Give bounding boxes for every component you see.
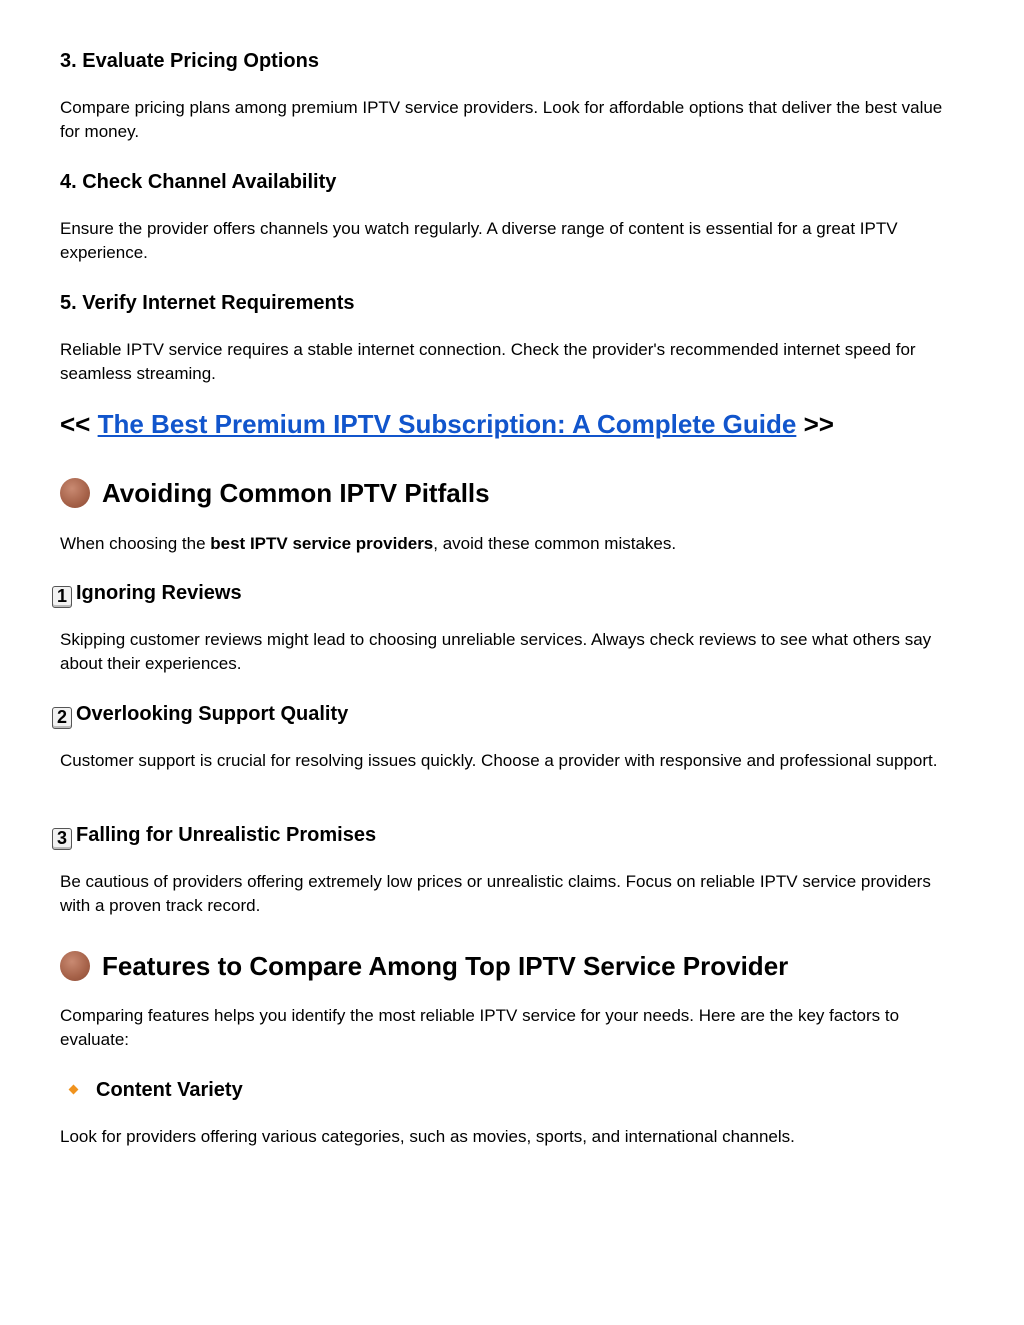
link-suffix: >> — [803, 409, 834, 439]
heading-pitfalls-text: Avoiding Common IPTV Pitfalls — [102, 478, 490, 508]
paragraph-pitfall-2: Customer support is crucial for resolving issues quickly. Choose a provider with responsive and professional support. — [60, 751, 938, 770]
feature-title: Content Variety — [96, 1079, 243, 1101]
link-prefix: << — [60, 409, 91, 439]
intro-text-before: When choosing the — [60, 534, 211, 553]
guide-link-line — [60, 408, 834, 440]
paragraph-pitfall-3: Be cautious of providers offering extremely low prices or unrealistic claims. Focus on reliable IPTV service providers with a proven track record. — [60, 872, 931, 915]
pitfall-title: Falling for Unrealistic Promises — [76, 824, 377, 846]
intro-text-after: , avoid these common mistakes. — [433, 534, 677, 553]
heading-pitfall-3 — [56, 823, 377, 850]
heading-pitfall-1 — [56, 581, 242, 608]
paragraph-features-intro: Comparing features helps you identify the most reliable IPTV service for your needs. Here are the key factors to evaluate: — [60, 1006, 900, 1049]
paragraph-feature-content-variety: Look for providers offering various categories, such as movies, sports, and international channels. — [60, 1127, 795, 1146]
heading-feature-content-variety — [60, 1078, 243, 1102]
pitfall-title: Overlooking Support Quality — [76, 703, 349, 725]
heading-verify-internet: 5. Verify Internet Requirements — [60, 292, 355, 314]
heading-evaluate-pricing: 3. Evaluate Pricing Options — [60, 50, 319, 72]
keycap-number-icon: 1 — [52, 586, 72, 608]
paragraph-check-channels: Ensure the provider offers channels you watch regularly. A diverse range of content is essential for a great IPTV experience. — [60, 219, 898, 262]
heading-pitfall-2 — [56, 702, 349, 729]
paragraph-pitfalls-intro — [60, 532, 964, 556]
keycap-number-icon: 3 — [52, 828, 72, 850]
brown-circle-icon — [60, 478, 90, 508]
paragraph-pitfall-1: Skipping customer reviews might lead to choosing unreliable services. Always check reviews to see what others say about their experiences. — [60, 630, 932, 673]
heading-pitfalls — [60, 477, 490, 509]
orange-diamond-icon — [69, 1085, 79, 1095]
paragraph-evaluate-pricing: Compare pricing plans among premium IPTV service providers. Look for affordable options that deliver the best value for money. — [60, 98, 943, 141]
keycap-number-icon: 2 — [52, 707, 72, 729]
brown-circle-icon — [60, 951, 90, 981]
intro-text-bold: best IPTV service providers — [210, 534, 434, 553]
heading-check-channels: 4. Check Channel Availability — [60, 171, 337, 193]
guide-link[interactable]: The Best Premium IPTV Subscription: A Complete Guide — [97, 409, 797, 439]
paragraph-verify-internet: Reliable IPTV service requires a stable internet connection. Check the provider's recommended internet speed for seamless streaming. — [60, 340, 916, 383]
heading-features-text: Features to Compare Among Top IPTV Service Provider — [102, 951, 789, 981]
heading-features — [60, 950, 788, 982]
pitfall-title: Ignoring Reviews — [76, 582, 242, 604]
